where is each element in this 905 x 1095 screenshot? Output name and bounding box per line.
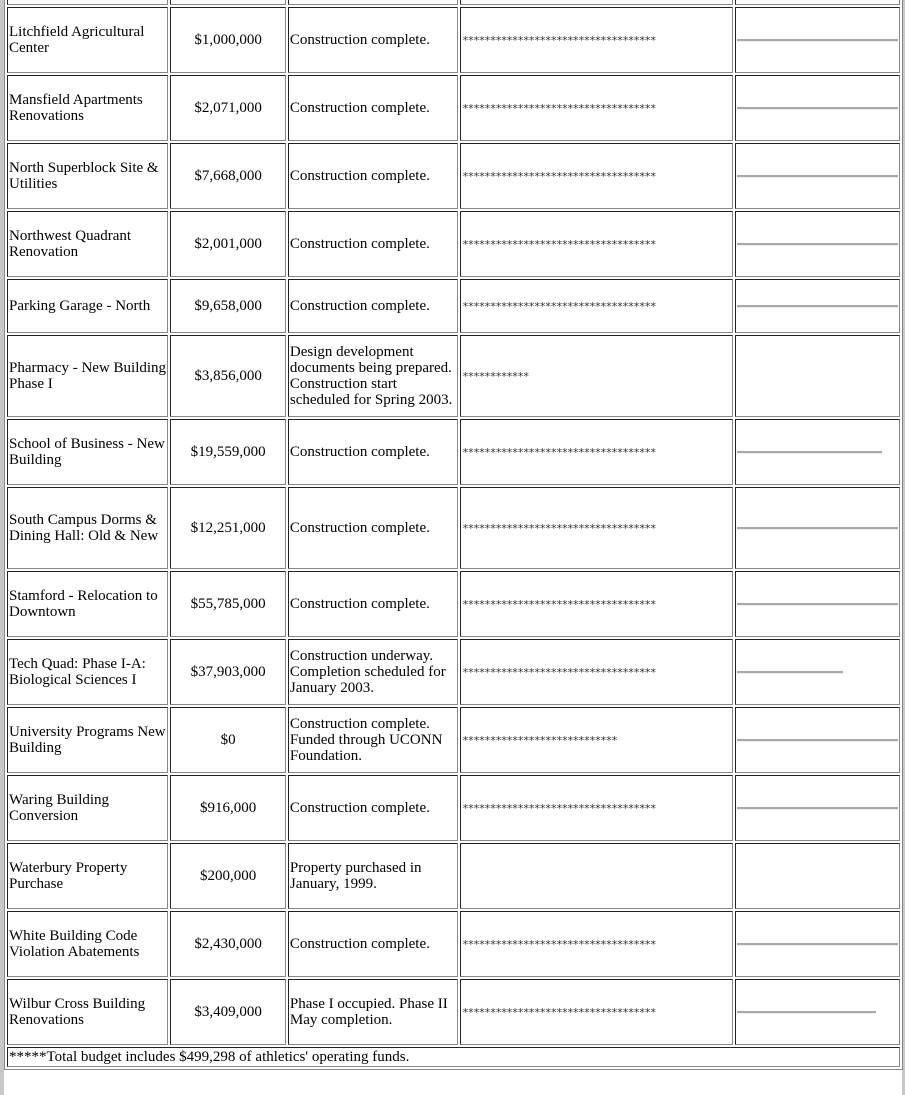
progress-rule [737, 603, 898, 606]
project-status: Construction complete. [288, 419, 458, 485]
progress-rule [737, 807, 898, 810]
project-status: Construction complete. [288, 75, 458, 141]
project-row [7, 843, 900, 909]
progress-rule-cell [735, 911, 900, 977]
progress-stars-cell [460, 571, 733, 637]
project-row [7, 7, 900, 73]
progress-stars: *********************************** [462, 597, 656, 611]
progress-rule [737, 451, 882, 454]
progress-rule [737, 943, 898, 946]
project-budget: $37,903,000 [170, 639, 286, 705]
progress-stars-cell [460, 775, 733, 841]
project-budget: $916,000 [170, 775, 286, 841]
progress-rule [737, 739, 898, 742]
project-status: Construction complete. Funded through UCONN Foundation. [288, 707, 458, 773]
progress-stars: *********************************** [462, 521, 656, 535]
project-name: Parking Garage - North [7, 279, 168, 333]
project-name: South Campus Dorms & Dining Hall: Old & New [7, 487, 168, 569]
progress-stars: *********************************** [462, 1005, 656, 1019]
project-name: Stamford - Relocation to Downtown [7, 571, 168, 637]
progress-stars-cell [460, 419, 733, 485]
project-row [7, 211, 900, 277]
project-budget: $3,409,000 [170, 979, 286, 1045]
progress-rule-cell [735, 75, 900, 141]
project-budget: $12,251,000 [170, 487, 286, 569]
project-row [7, 707, 900, 773]
progress-rule [737, 671, 843, 674]
progress-stars: *********************************** [462, 237, 656, 251]
progress-stars: *********************************** [462, 101, 656, 115]
project-name: Tech Quad: Phase I-A: Biological Sciences I [7, 639, 168, 705]
project-name: Mansfield Apartments Renovations [7, 75, 168, 141]
project-budget: $200,000 [170, 843, 286, 909]
progress-stars: *********************************** [462, 169, 656, 183]
project-row [7, 979, 900, 1045]
progress-stars: *********************************** [462, 299, 656, 313]
progress-stars-cell [460, 639, 733, 705]
progress-stars-cell [460, 843, 733, 909]
footnote: *****Total budget includes $499,298 of athletics' operating funds. [7, 1047, 900, 1067]
progress-stars: *********************************** [462, 937, 656, 951]
project-budget: $3,856,000 [170, 335, 286, 417]
project-name: North Superblock Site & Utilities [7, 143, 168, 209]
progress-stars-cell [460, 211, 733, 277]
project-budget: $9,658,000 [170, 279, 286, 333]
progress-rule [737, 1011, 875, 1014]
progress-stars: ************ [462, 369, 529, 383]
progress-rule-cell [735, 335, 900, 417]
project-row [7, 911, 900, 977]
progress-rule-cell [735, 487, 900, 569]
project-status: Construction complete. [288, 487, 458, 569]
project-status: Construction complete. [288, 911, 458, 977]
progress-rule-cell [735, 419, 900, 485]
progress-stars-cell [460, 911, 733, 977]
progress-stars-cell [460, 979, 733, 1045]
project-status: Construction complete. [288, 211, 458, 277]
progress-stars-cell [460, 7, 733, 73]
progress-stars: **************************** [462, 733, 617, 747]
project-name: White Building Code Violation Abatements [7, 911, 168, 977]
progress-stars-cell [460, 279, 733, 333]
project-name: Northwest Quadrant Renovation [7, 211, 168, 277]
project-budget: $19,559,000 [170, 419, 286, 485]
project-status: Phase I occupied. Phase II May completion. [288, 979, 458, 1045]
project-status: Construction complete. [288, 775, 458, 841]
progress-rule [737, 527, 898, 530]
project-name: Litchfield Agricultural Center [7, 7, 168, 73]
project-status: Construction complete. [288, 143, 458, 209]
progress-stars: *********************************** [462, 801, 656, 815]
project-row [7, 487, 900, 569]
project-row [7, 419, 900, 485]
project-status: Construction complete. [288, 279, 458, 333]
progress-stars: *********************************** [462, 445, 656, 459]
stub-cell [288, 0, 458, 5]
project-name: Waterbury Property Purchase [7, 843, 168, 909]
project-status: Design development documents being prepared. Construction start scheduled for Spring 2003. [288, 335, 458, 417]
stub-cell [735, 0, 900, 5]
previous-row-stub [7, 0, 900, 5]
stub-cell [7, 0, 168, 5]
progress-stars-cell [460, 75, 733, 141]
project-name: University Programs New Building [7, 707, 168, 773]
progress-rule [737, 39, 898, 42]
project-row [7, 775, 900, 841]
progress-rule-cell [735, 143, 900, 209]
progress-stars-cell [460, 487, 733, 569]
project-budget: $2,071,000 [170, 75, 286, 141]
progress-rule-cell [735, 979, 900, 1045]
progress-stars: *********************************** [462, 665, 656, 679]
project-row [7, 571, 900, 637]
project-budget: $55,785,000 [170, 571, 286, 637]
progress-stars: *********************************** [462, 33, 656, 47]
project-name: School of Business - New Building [7, 419, 168, 485]
project-row [7, 75, 900, 141]
progress-rule-cell [735, 571, 900, 637]
project-status: Construction complete. [288, 7, 458, 73]
progress-rule [737, 305, 898, 308]
progress-rule-cell [735, 707, 900, 773]
progress-rule-cell [735, 279, 900, 333]
project-row [7, 143, 900, 209]
progress-stars-cell [460, 707, 733, 773]
progress-rule [737, 175, 898, 178]
project-budget: $7,668,000 [170, 143, 286, 209]
progress-stars-cell [460, 143, 733, 209]
project-name: Wilbur Cross Building Renovations [7, 979, 168, 1045]
project-status: Property purchased in January, 1999. [288, 843, 458, 909]
progress-rule [737, 243, 898, 246]
project-budget: $2,001,000 [170, 211, 286, 277]
project-row [7, 279, 900, 333]
project-budget: $1,000,000 [170, 7, 286, 73]
progress-rule-cell [735, 7, 900, 73]
progress-rule-cell [735, 211, 900, 277]
project-status: Construction complete. [288, 571, 458, 637]
project-name: Pharmacy - New Building Phase I [7, 335, 168, 417]
project-row [7, 639, 900, 705]
progress-stars-cell [460, 335, 733, 417]
project-budget: $2,430,000 [170, 911, 286, 977]
footnote-row [7, 1047, 900, 1067]
project-status: Construction underway. Completion scheduled for January 2003. [288, 639, 458, 705]
project-row [7, 335, 900, 417]
progress-rule-cell [735, 775, 900, 841]
progress-rule-cell [735, 639, 900, 705]
projects-table [4, 0, 903, 1070]
project-budget: $0 [170, 707, 286, 773]
progress-rule-cell [735, 843, 900, 909]
stub-cell [460, 0, 733, 5]
stub-cell [170, 0, 286, 5]
progress-rule [737, 107, 898, 110]
project-name: Waring Building Conversion [7, 775, 168, 841]
